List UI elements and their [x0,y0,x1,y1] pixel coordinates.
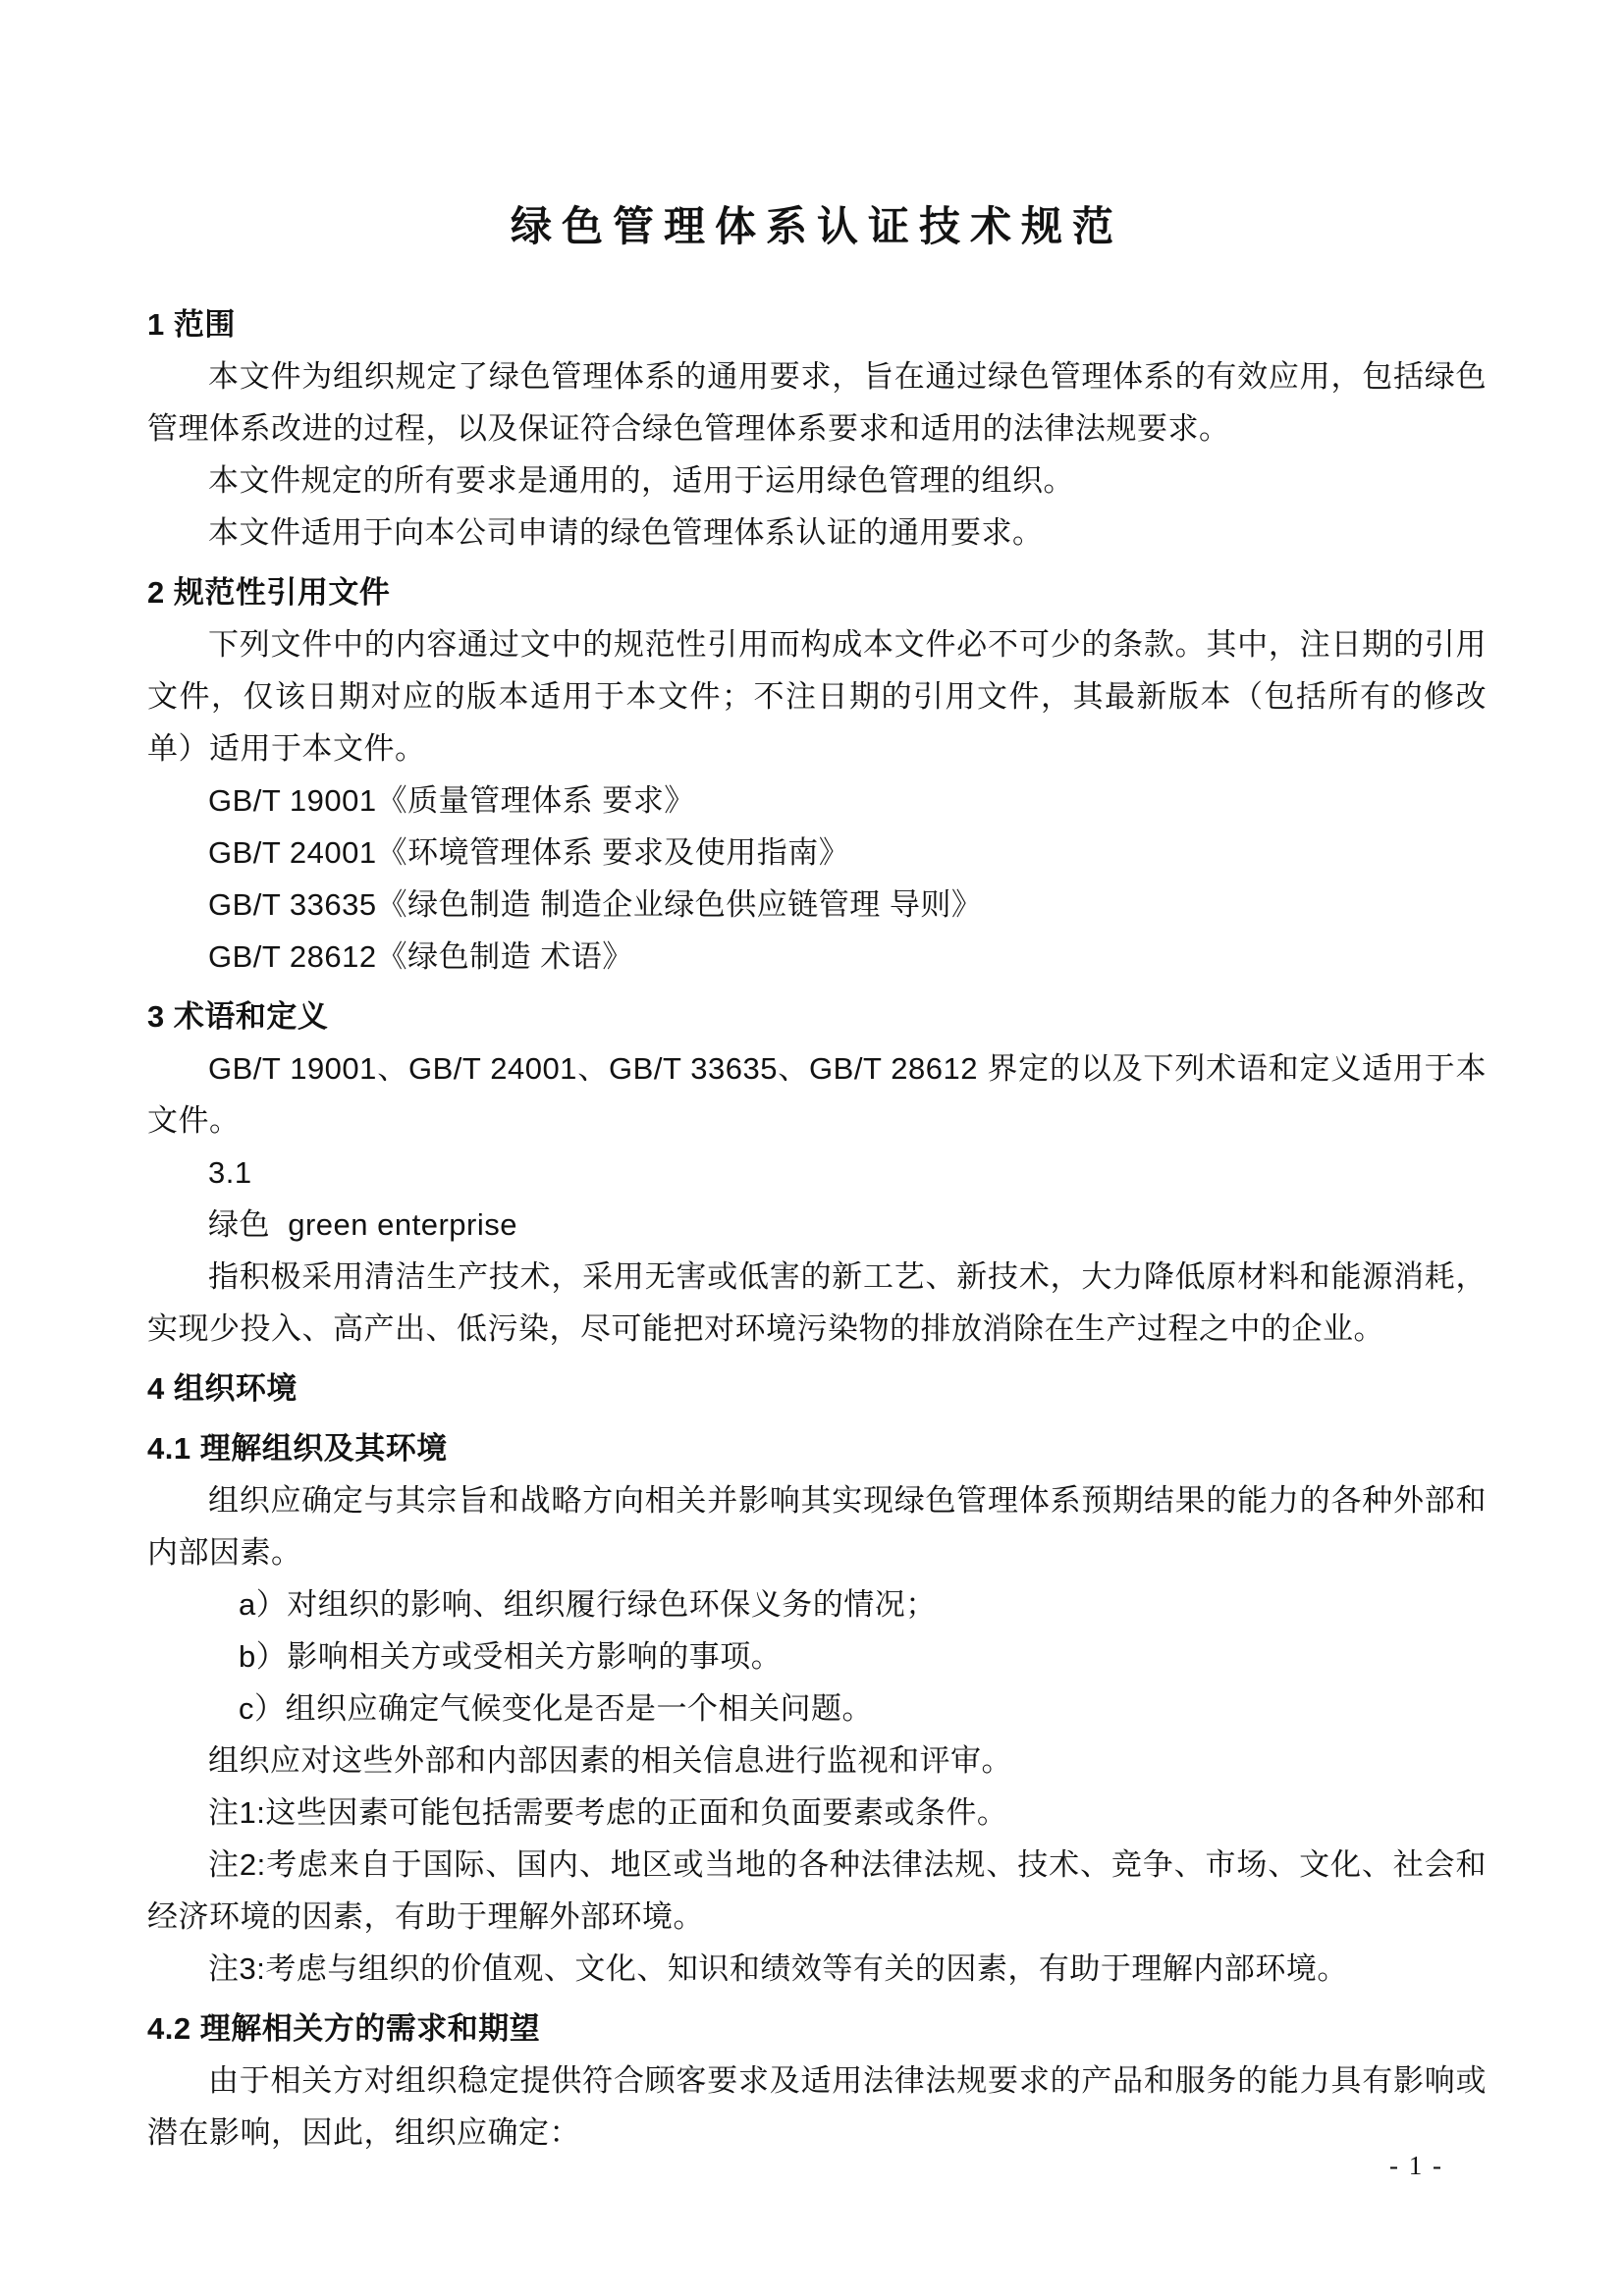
paragraph-4-1-monitor: 组织应对这些外部和内部因素的相关信息进行监视和评审。 [208,1743,1012,1778]
paragraph-scope-3: 本文件适用于向本公司申请的绿色管理体系认证的通用要求。 [208,515,1044,550]
reference-item-3: GB/T 33635《绿色制造 制造企业绿色供应链管理 导则》 [208,887,983,922]
paragraph-term-definition: 指积极采用清洁生产技术，采用无害或低害的新工艺、新技术，大力降低原材料和能源消耗，实现少投入、高产出、低污染，尽可能把对环境污染物的排放消除在生产过程之中的企业。 [147,1259,1487,1346]
paragraph-4-1-intro: 组织应确定与其宗旨和战略方向相关并影响其实现绿色管理体系预期结果的能力的各种外部和内部因素。 [147,1483,1487,1570]
paragraph-4-2-intro: 由于相关方对组织稳定提供符合顾客要求及适用法律法规要求的产品和服务的能力具有影响或潜在影响，因此，组织应确定： [147,2063,1487,2150]
paragraph-scope-1: 本文件为组织规定了绿色管理体系的通用要求，旨在通过绿色管理体系的有效应用，包括绿色管理体系改进的过程，以及保证符合绿色管理体系要求和适用的法律法规要求。 [147,359,1487,446]
reference-item-2: GB/T 24001《环境管理体系 要求及使用指南》 [208,835,850,870]
heading-terms-definitions: 3 术语和定义 [147,999,329,1034]
reference-item-4: GB/T 28612《绿色制造 术语》 [208,939,633,974]
list-item-a: a）对组织的影响、组织履行绿色环保义务的情况； [239,1587,937,1622]
heading-understanding-organization: 4.1 理解组织及其环境 [147,1431,448,1466]
term-green-enterprise: 绿色 green enterprise [208,1207,517,1242]
document-title: 绿色管理体系认证技术规范 [510,203,1123,249]
paragraph-terms-intro: GB/T 19001、GB/T 24001、GB/T 33635、GB/T 28612 界定的以及下列术语和定义适用于本文件。 [147,1051,1487,1138]
note-2: 注2:考虑来自于国际、国内、地区或当地的各种法律法规、技术、竞争、市场、文化、社会和经济环境的因素，有助于理解外部环境。 [147,1847,1487,1934]
paragraph-scope-2: 本文件规定的所有要求是通用的，适用于运用绿色管理的组织。 [208,463,1074,498]
list-item-b: b）影响相关方或受相关方影响的事项。 [239,1639,783,1674]
paragraph-normative-references: 下列文件中的内容通过文中的规范性引用而构成本文件必不可少的条款。其中，注日期的引用文件，仅该日期对应的版本适用于本文件；不注日期的引用文件，其最新版本（包括所有的修改单）适用于本文件。 [147,627,1487,766]
note-3: 注3:考虑与组织的价值观、文化、知识和绩效等有关的因素，有助于理解内部环境。 [208,1951,1348,1986]
reference-item-1: GB/T 19001《质量管理体系 要求》 [208,783,695,818]
heading-normative-references: 2 规范性引用文件 [147,575,391,610]
note-1: 注1:这些因素可能包括需要考虑的正面和负面要素或条件。 [208,1795,1008,1830]
clause-number: 3.1 [208,1155,252,1190]
heading-organization-context: 4 组织环境 [147,1371,298,1406]
heading-scope: 1 范围 [147,307,236,342]
page-number: - 1 - [1389,2151,1443,2180]
list-item-c: c）组织应确定气候变化是否是一个相关问题。 [239,1691,873,1726]
heading-interested-parties: 4.2 理解相关方的需求和期望 [147,2011,541,2046]
